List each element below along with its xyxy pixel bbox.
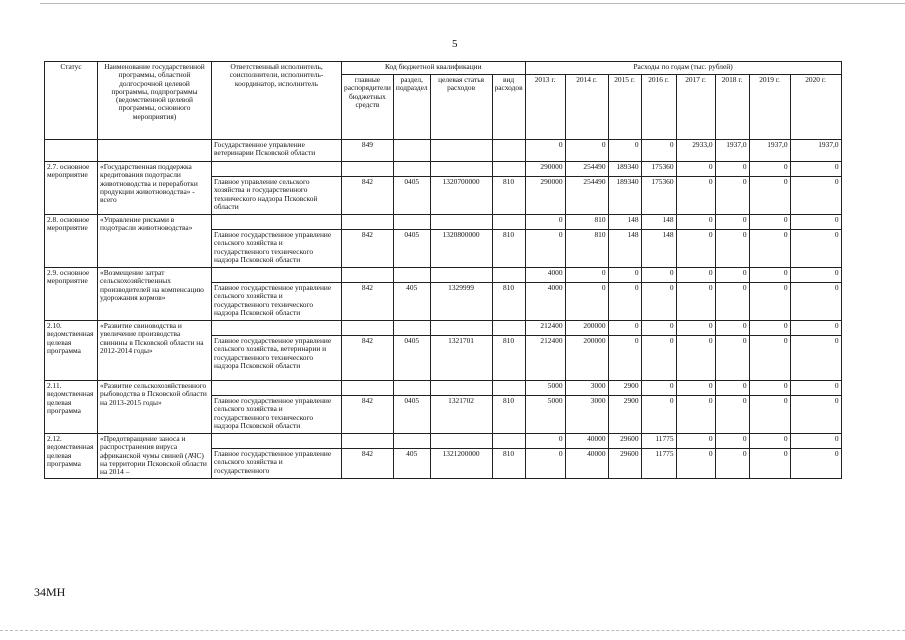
header-year: 2013 г. — [525, 75, 565, 140]
year-value-cell: 0 — [790, 336, 841, 381]
year-value-cell: 189340 — [608, 177, 641, 215]
code-cell — [430, 268, 492, 283]
code-cell — [342, 162, 394, 177]
year-value-cell: 0 — [565, 283, 608, 321]
year-value-cell: 0 — [608, 336, 641, 381]
scan-bottom-edge — [0, 630, 905, 631]
year-value-cell: 29600 — [608, 449, 641, 479]
code-cell — [492, 434, 525, 449]
grbs-cell: 849 — [342, 140, 394, 162]
year-value-cell: 0 — [715, 449, 749, 479]
year-value-cell: 0 — [608, 140, 641, 162]
grbs-cell: 842 — [342, 177, 394, 215]
year-total-cell: 0 — [790, 268, 841, 283]
code-cell — [492, 321, 525, 336]
year-total-cell: 0 — [715, 162, 749, 177]
year-value-cell: 0 — [565, 140, 608, 162]
target-cell: 1320700000 — [430, 177, 492, 215]
executor-cell — [212, 215, 342, 230]
year-value-cell: 0 — [749, 230, 790, 268]
year-total-cell: 0 — [676, 434, 715, 449]
code-cell — [342, 434, 394, 449]
code-cell — [492, 162, 525, 177]
header-year: 2016 г. — [641, 75, 676, 140]
budget-table — [44, 61, 842, 479]
year-total-cell: 0 — [749, 162, 790, 177]
year-total-cell: 189340 — [608, 162, 641, 177]
year-total-cell: 0 — [715, 268, 749, 283]
year-value-cell: 0 — [749, 396, 790, 434]
section-cell: 0405 — [393, 177, 430, 215]
section-cell: 405 — [393, 449, 430, 479]
program-cell: «Развитие сельскохозяйственного рыбоводства в Псковской области на 2013-2015 годы» — [98, 381, 212, 434]
year-value-cell: 148 — [641, 230, 676, 268]
table-row — [45, 321, 842, 336]
table-row — [45, 268, 842, 283]
year-value-cell: 0 — [525, 449, 565, 479]
year-value-cell: 0 — [790, 283, 841, 321]
executor-cell: Главное государственное управление сельского хозяйства, ветеринарии и государственного технического надзора Псковской области — [212, 336, 342, 381]
year-total-cell: 3000 — [565, 381, 608, 396]
year-value-cell: 0 — [676, 396, 715, 434]
table-row — [45, 162, 842, 177]
grbs-cell: 842 — [342, 283, 394, 321]
target-cell: 1320800000 — [430, 230, 492, 268]
header-exp-type: вид расходов — [492, 75, 525, 140]
header-section: раздел, подраздел — [393, 75, 430, 140]
table-row — [45, 140, 842, 162]
year-total-cell: 0 — [525, 215, 565, 230]
year-total-cell: 0 — [641, 381, 676, 396]
code-cell — [430, 434, 492, 449]
grbs-cell: 842 — [342, 449, 394, 479]
header-budget-code: Код бюджетной квалификации — [342, 62, 526, 75]
header-grbs: главные распорядители бюджетных средств — [342, 75, 394, 140]
year-value-cell: 4000 — [525, 283, 565, 321]
year-total-cell: 0 — [715, 381, 749, 396]
status-cell: 2.7. основное мероприятие — [45, 162, 98, 215]
target-cell — [430, 140, 492, 162]
status-cell: 2.8. основное мероприятие — [45, 215, 98, 268]
year-value-cell: 0 — [676, 177, 715, 215]
status-cell — [45, 140, 98, 162]
page-number: 5 — [452, 38, 458, 50]
year-total-cell: 0 — [749, 268, 790, 283]
year-total-cell: 0 — [676, 162, 715, 177]
year-total-cell: 0 — [790, 162, 841, 177]
executor-cell: Главное управление сельского хозяйства и государственного технического надзора Псковской области — [212, 177, 342, 215]
program-cell: «Управление рисками в подотрасли животноводства» — [98, 215, 212, 268]
year-value-cell: 290000 — [525, 177, 565, 215]
year-value-cell: 0 — [715, 336, 749, 381]
year-value-cell: 0 — [641, 396, 676, 434]
year-total-cell: 148 — [641, 215, 676, 230]
year-value-cell: 254490 — [565, 177, 608, 215]
year-total-cell: 0 — [676, 321, 715, 336]
footer-code: 34МН — [34, 585, 66, 599]
target-cell: 1329999 — [430, 283, 492, 321]
code-cell — [430, 321, 492, 336]
grbs-cell: 842 — [342, 396, 394, 434]
year-value-cell: 0 — [790, 177, 841, 215]
year-total-cell: 0 — [565, 268, 608, 283]
year-total-cell: 0 — [749, 215, 790, 230]
section-cell: 0405 — [393, 230, 430, 268]
year-value-cell: 0 — [525, 140, 565, 162]
year-value-cell: 148 — [608, 230, 641, 268]
executor-cell — [212, 268, 342, 283]
header-year: 2018 г. — [715, 75, 749, 140]
year-value-cell: 1937,0 — [715, 140, 749, 162]
year-total-cell: 0 — [790, 215, 841, 230]
header-year: 2019 г. — [749, 75, 790, 140]
code-cell — [430, 381, 492, 396]
type-cell: 810 — [492, 396, 525, 434]
code-cell — [393, 434, 430, 449]
year-total-cell: 810 — [565, 215, 608, 230]
year-total-cell: 0 — [715, 434, 749, 449]
year-value-cell: 212400 — [525, 336, 565, 381]
code-cell — [393, 162, 430, 177]
executor-cell — [212, 381, 342, 396]
year-total-cell: 0 — [790, 321, 841, 336]
year-value-cell: 0 — [676, 283, 715, 321]
executor-cell — [212, 162, 342, 177]
year-value-cell: 0 — [608, 283, 641, 321]
section-cell — [393, 140, 430, 162]
program-cell: «Возмещение затрат сельскохозяйственных производителей на компенсацию удорожания кормов» — [98, 268, 212, 321]
code-cell — [393, 381, 430, 396]
executor-cell: Главное государственное управление сельского хозяйства и государственного технического надзора Псковской области — [212, 396, 342, 434]
table-row — [45, 381, 842, 396]
code-cell — [492, 381, 525, 396]
type-cell: 810 — [492, 177, 525, 215]
code-cell — [342, 321, 394, 336]
year-value-cell: 5000 — [525, 396, 565, 434]
year-value-cell: 175360 — [641, 177, 676, 215]
header-year: 2014 г. — [565, 75, 608, 140]
year-total-cell: 0 — [525, 434, 565, 449]
year-total-cell: 212400 — [525, 321, 565, 336]
year-total-cell: 0 — [790, 434, 841, 449]
year-total-cell: 290000 — [525, 162, 565, 177]
table-row — [45, 215, 842, 230]
type-cell — [492, 140, 525, 162]
year-value-cell: 0 — [676, 449, 715, 479]
year-value-cell: 0 — [749, 283, 790, 321]
executor-cell: Государственное управление ветеринарии Псковской области — [212, 140, 342, 162]
year-total-cell: 254490 — [565, 162, 608, 177]
year-value-cell: 810 — [565, 230, 608, 268]
year-value-cell: 0 — [676, 336, 715, 381]
year-value-cell: 0 — [676, 230, 715, 268]
year-value-cell: 0 — [749, 177, 790, 215]
year-total-cell: 40000 — [565, 434, 608, 449]
header-target: целевая статья расходов — [430, 75, 492, 140]
code-cell — [342, 268, 394, 283]
year-value-cell: 0 — [641, 336, 676, 381]
grbs-cell: 842 — [342, 336, 394, 381]
code-cell — [393, 215, 430, 230]
program-cell: «Развитие свиноводства и увеличение производства свинины в Псковской области на 2012-2014 годы» — [98, 321, 212, 381]
code-cell — [492, 268, 525, 283]
year-value-cell: 11775 — [641, 449, 676, 479]
year-total-cell: 0 — [676, 268, 715, 283]
year-value-cell: 2900 — [608, 396, 641, 434]
year-total-cell: 0 — [749, 321, 790, 336]
year-total-cell: 0 — [641, 321, 676, 336]
executor-cell — [212, 434, 342, 449]
status-cell: 2.12. ведомственная целевая программа — [45, 434, 98, 479]
year-total-cell: 175360 — [641, 162, 676, 177]
executor-cell: Главное государственное управление сельского хозяйства и государственного — [212, 449, 342, 479]
header-year: 2015 г. — [608, 75, 641, 140]
year-total-cell: 0 — [608, 321, 641, 336]
type-cell: 810 — [492, 449, 525, 479]
code-cell — [430, 162, 492, 177]
year-total-cell: 5000 — [525, 381, 565, 396]
executor-cell — [212, 321, 342, 336]
year-total-cell: 200000 — [565, 321, 608, 336]
type-cell: 810 — [492, 336, 525, 381]
header-year: 2020 г. — [790, 75, 841, 140]
scan-top-edge — [40, 3, 905, 4]
status-cell: 2.9. основное мероприятие — [45, 268, 98, 321]
target-cell: 1321702 — [430, 396, 492, 434]
year-total-cell: 0 — [790, 381, 841, 396]
table-row — [45, 434, 842, 449]
year-value-cell: 0 — [715, 283, 749, 321]
year-value-cell: 0 — [641, 140, 676, 162]
code-cell — [393, 321, 430, 336]
section-cell: 0405 — [393, 396, 430, 434]
year-value-cell: 0 — [715, 396, 749, 434]
section-cell: 0405 — [393, 336, 430, 381]
section-cell: 405 — [393, 283, 430, 321]
status-cell: 2.10. ведомственная целевая программа — [45, 321, 98, 381]
year-total-cell: 0 — [641, 268, 676, 283]
code-cell — [393, 268, 430, 283]
code-cell — [492, 215, 525, 230]
year-value-cell: 40000 — [565, 449, 608, 479]
year-total-cell: 0 — [676, 215, 715, 230]
grbs-cell: 842 — [342, 230, 394, 268]
program-cell: «Государственная поддержка кредитования подотрасли животноводства и переработки продукции животноводства» - всего — [98, 162, 212, 215]
year-total-cell: 0 — [715, 321, 749, 336]
header-status: Статус — [45, 62, 98, 140]
year-total-cell: 148 — [608, 215, 641, 230]
executor-cell: Главное государственное управление сельского хозяйства и государственного технического надзора Псковской области — [212, 283, 342, 321]
year-value-cell: 1937,0 — [749, 140, 790, 162]
year-value-cell: 0 — [749, 336, 790, 381]
header-executor: Ответственный исполнитель, соисполнители, исполнитель-координатор, исполнитель — [212, 62, 342, 140]
year-value-cell: 0 — [749, 449, 790, 479]
year-total-cell: 0 — [749, 434, 790, 449]
status-cell: 2.11. ведомственная целевая программа — [45, 381, 98, 434]
type-cell: 810 — [492, 230, 525, 268]
year-total-cell: 4000 — [525, 268, 565, 283]
code-cell — [342, 215, 394, 230]
program-cell: «Предотвращение заноса и распространения вируса африканской чумы свиней (АЧС) на территории Псковской области на 2014 – — [98, 434, 212, 479]
header-years-title: Расходы по годам (тыс. рублей) — [525, 62, 841, 75]
header-program: Наименование государственной программы, областной долгосрочной целевой программы, подпрограммы (ведомственной целевой программы, основного мероприятия) — [98, 62, 212, 140]
year-value-cell: 2933,0 — [676, 140, 715, 162]
year-value-cell: 0 — [790, 449, 841, 479]
target-cell: 1321701 — [430, 336, 492, 381]
year-value-cell: 1937,0 — [790, 140, 841, 162]
code-cell — [342, 381, 394, 396]
year-value-cell: 0 — [525, 230, 565, 268]
year-value-cell: 0 — [715, 177, 749, 215]
program-cell — [98, 140, 212, 162]
type-cell: 810 — [492, 283, 525, 321]
header-year: 2017 г. — [676, 75, 715, 140]
year-total-cell: 0 — [715, 215, 749, 230]
year-total-cell: 11775 — [641, 434, 676, 449]
year-total-cell: 0 — [608, 268, 641, 283]
year-total-cell: 29600 — [608, 434, 641, 449]
year-total-cell: 2900 — [608, 381, 641, 396]
executor-cell: Главное государственное управление сельского хозяйства и государственного технического надзора Псковской области — [212, 230, 342, 268]
year-value-cell: 0 — [790, 230, 841, 268]
year-value-cell: 0 — [641, 283, 676, 321]
year-total-cell: 0 — [676, 381, 715, 396]
code-cell — [430, 215, 492, 230]
year-value-cell: 0 — [790, 396, 841, 434]
year-value-cell: 0 — [715, 230, 749, 268]
target-cell: 1321200000 — [430, 449, 492, 479]
year-total-cell: 0 — [749, 381, 790, 396]
year-value-cell: 200000 — [565, 336, 608, 381]
year-value-cell: 3000 — [565, 396, 608, 434]
